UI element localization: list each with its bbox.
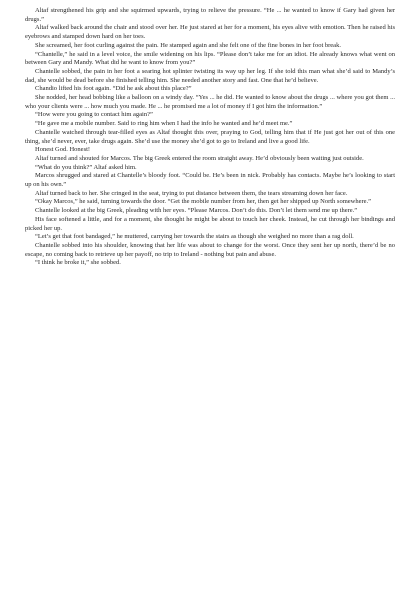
paragraph: Altaf turned and shouted for Marcos. The big Greek entered the room straight away. He’d obviously been waiting just outside. — [35, 154, 364, 162]
paragraph: Altaf strengthened his grip and she squirmed upwards, trying to relieve the pressure. “He ... he wanted to know if Gary had given her drugs.” — [25, 7, 395, 23]
paragraph: “How were you going to contact him again?” — [35, 111, 153, 119]
paragraph: “Let’s get that foot bandaged,” he muttered, carrying her towards the stairs as though she weighed no more than a rag doll. — [35, 233, 354, 241]
paragraph: Chantelle sobbed, the pain in her foot a searing hot splinter twisting its way up her leg. If she told this man what she’d said to Mandy’s dad, she would be dead before she finished telling him. She needed another story and fast. One that he’d believe. — [25, 67, 395, 84]
paragraph: Chantelle looked at the big Greek, pleading with her eyes. “Please Marcos. Don’t do this. Don’t let them send me up there.” — [35, 207, 358, 215]
paragraph: “Okay Marcos,” he said, turning towards the door. “Get the mobile number from her, then get her shipped up North somewhere.” — [35, 198, 372, 206]
paragraph: Altaf walked back around the chair and stood over her. He just stared at her for a moment, his eyes alive with emotion. Then he raised his eyebrows and stamped down hard on her toes. — [25, 24, 395, 41]
paragraph: Altaf turned back to her. She cringed in the seat, trying to put distance between them, the tears streaming down her face. — [35, 189, 348, 197]
paragraph: She nodded, her head bobbing like a balloon on a windy day. “Yes ... he did. He wanted to know about the drugs ... where you got them ... who your clients were ... how much you made. He ... he promised me a lot of money if I got him the information.” — [25, 94, 395, 110]
paragraph: Chantelle sobbed into his shoulder, knowing that her life was about to change for the worst. Once they sent her up north, there’d be no escape, no coming back to retrieve up her payoff, no trip to Ireland - nothing but pain and abuse. — [25, 241, 395, 258]
paragraph: “Chantelle,” he said in a level voice, the smile widening on his lips. “Please don’t take me for an idiot. He already knows what went on between Gary and Mandy. What did he want to know from you?” — [25, 50, 395, 67]
paragraph: “He gave me a mobile number. Said to ring him when I had the info he wanted and he’d meet me.” — [35, 120, 293, 128]
paragraph: Marcos shrugged and stared at Chantelle’s bloody foot. “Could be. He’s been in nick. Probably has contacts. Maybe he’s looking to start up on his own.” — [25, 172, 395, 189]
paragraph: Honest God. Honest! — [35, 146, 91, 154]
paragraph: “I think he broke it,” she sobbed. — [35, 259, 121, 267]
paragraph: “What do you think?” Altaf asked him. — [35, 163, 137, 171]
paragraph: Chantelle watched through tear-filled eyes as Altaf thought this over, praying to God, telling him that if He just got her out of this one thing, she’d never, ever, take drugs again. She’d use the money she’d got to go to Ireland and live a good life. — [25, 128, 395, 145]
paragraph: His face softened a little, and for a moment, she thought he might be about to touch her cheek. Instead, he cut through her bindings and picked her up. — [25, 215, 395, 232]
paragraph: Chandio lifted his foot again. “Did he ask about this place?” — [35, 85, 192, 93]
paragraph: She screamed, her foot curling against the pain. He stamped again and she felt one of the fine bones in her foot break. — [35, 41, 341, 49]
